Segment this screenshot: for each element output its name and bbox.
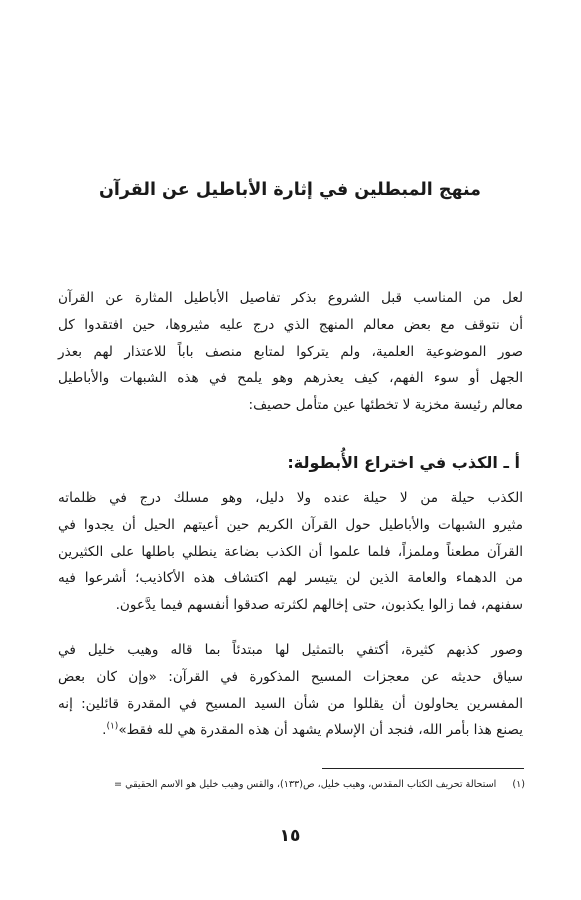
intro-paragraph — [58, 285, 523, 419]
example-paragraph — [58, 637, 523, 744]
footnote-text: استحالة تحريف الكتاب المقدس، وهيب خليل، ص(١٣٣)، والقس وهيب خليل هو الاسم الحقيقي = — [113, 779, 497, 790]
paragraph-line: وصور كذبهم كثيرة، أكتفي بالتمثيل لها مبتدئاً بما قاله وهيب خليل في — [58, 642, 523, 658]
paragraph-line: الكذب حيلة من لا حيلة عنده ولا دليل، وهو مسلك درج في ظلماته — [58, 490, 523, 506]
footnote-marker[interactable]: (١) — [106, 721, 119, 732]
paragraph-line: صور الموضوعية العلمية، ولم يتركوا لمتابع منصف باباً للاعتذار لهم بعذر — [58, 343, 523, 360]
paragraph-line: مثيرو الشبهات والأباطيل حول القرآن الكريم حين أعيتهم الحيل أن يجدوا في — [58, 516, 523, 533]
paragraph-line: سياق حديثه عن معجزات المسيح المذكورة في القرآن: «وإن كان بعض — [58, 668, 523, 685]
paragraph-line: المفسرين يحاولون أن يقللوا من شأن السيد المسيح في المقدرة قائلين: إنه — [58, 695, 523, 712]
paragraph-line: معالم رئيسة مخزية لا تخطئها عين متأمل حصيف: — [248, 397, 523, 414]
footnote-divider — [322, 768, 524, 769]
paragraph-line: القرآن مطعناً وملمزاً، فلما علموا أن الكذب بضاعة ينطلي باطلها على الكثيرين — [58, 543, 523, 560]
footnote — [28, 777, 525, 793]
section-paragraph — [58, 485, 523, 619]
paragraph-line: من الدهماء والعامة الذين لن يتيسر لهم اكتشاف هذه الأكاذيب؛ أشرعوا فيه — [58, 570, 523, 587]
section-heading: أ ـ الكذب في اختراع الأُبطولة: — [287, 453, 520, 472]
paragraph-line: أن نتوقف مع بعض معالم المنهج الذي درج عليه مثيروها، حين افتقدوا كل — [58, 316, 523, 333]
page-number: ١٥ — [279, 826, 301, 846]
footnote-number: (١) — [512, 779, 525, 790]
paragraph-line: سفنهم، فما زالوا يكذبون، حتى إخالهم لكثرته صدقوا أنفسهم فيما يدَّعون. — [115, 597, 523, 614]
paragraph-line: لعل من المناسب قبل الشروع بذكر تفاصيل الأباطيل المثارة عن القرآن — [58, 290, 523, 306]
sentence-end: . — [102, 722, 107, 739]
paragraph-line-final — [58, 717, 523, 744]
paragraph-line-text: يصنع هذا بأمر الله، فنجد أن الإسلام يشهد أن هذه المقدرة هي لله فقط» — [118, 722, 523, 739]
paragraph-line: الجهل أو سوء الفهم، كيف يعذرهم وهو يلمح في هذه الشبهات والأباطيل — [58, 370, 523, 387]
chapter-title: منهج المبطلين في إثارة الأباطيل عن القرآن — [98, 180, 482, 200]
